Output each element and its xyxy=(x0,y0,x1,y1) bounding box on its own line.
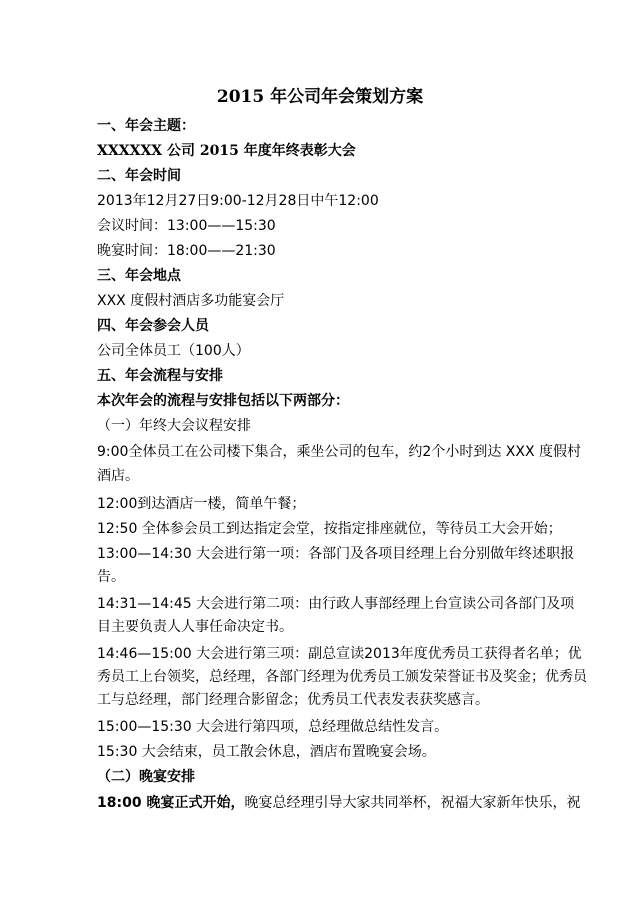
agenda-item-0900-cont: 酒店。 xyxy=(97,468,139,484)
agenda-item-1300: 13:00—14:30 大会进行第一项：各部门及各项目经理上台分别做年终述职报 xyxy=(97,546,575,562)
section-heading-theme: 一、年会主题： xyxy=(97,118,195,134)
section-heading-venue: 三、年会地点 xyxy=(97,268,181,284)
agenda-item-1200: 12:00到达酒店一楼，简单午餐； xyxy=(97,496,306,512)
section-heading-attendees: 四、年会参会人员 xyxy=(97,318,209,334)
dinner-item-1800 xyxy=(97,793,581,814)
dinner-time-lead: 18:00 xyxy=(97,795,142,811)
subheading-dinner: （二）晚宴安排 xyxy=(97,769,195,785)
theme-text: XXXXXX 公司 2015 年度年终表彰大会 xyxy=(97,143,356,159)
agenda-item-1431: 14:31—14:45 大会进行第二项：由行政人事部经理上台宣读公司各部门及项 xyxy=(97,596,575,612)
agenda-item-1530: 15:30 大会结束，员工散会休息，酒店布置晚宴会场。 xyxy=(97,744,436,760)
schedule-intro: 本次年会的流程与安排包括以下两部分： xyxy=(97,393,349,409)
subheading-meeting-agenda: （一）年终大会议程安排 xyxy=(97,418,251,434)
agenda-item-0900: 9:00全体员工在公司楼下集合，乘坐公司的包车，约2个小时到达 XXX 度假村 xyxy=(97,444,582,460)
agenda-item-1300-cont: 告。 xyxy=(97,569,125,585)
meeting-time: 会议时间：13:00——15:30 xyxy=(97,218,276,234)
dinner-lead-text: 晚宴正式开始， xyxy=(141,795,245,811)
agenda-item-1500: 15:00—15:30 大会进行第四项，总经理做总结性发言。 xyxy=(97,719,449,735)
attendees-text: 公司全体员工（100人） xyxy=(97,343,250,359)
date-range: 2013年12月27日9:00-12月28日中午12:00 xyxy=(97,193,379,209)
section-heading-schedule: 五、年会流程与安排 xyxy=(97,368,223,384)
venue-text: XXX 度假村酒店多功能宴会厅 xyxy=(97,293,285,309)
agenda-item-1446-cont1: 秀员工上台领奖，总经理，各部门经理为优秀员工颁发荣誉证书及奖金；优秀员 xyxy=(97,669,587,685)
document-title: 2015 年公司年会策划方案 xyxy=(216,87,424,107)
agenda-item-1431-cont: 目主要负责人人事任命决定书。 xyxy=(97,619,293,635)
agenda-item-1446: 14:46—15:00 大会进行第三项：副总宣读2013年度优秀员工获得者名单；优 xyxy=(97,646,582,662)
dinner-time: 晚宴时间：18:00——21:30 xyxy=(97,243,276,259)
section-heading-time: 二、年会时间 xyxy=(97,168,181,184)
agenda-item-1446-cont2: 工与总经理，部门经理合影留念；优秀员工代表发表获奖感言。 xyxy=(97,692,489,708)
dinner-rest-text: 晚宴总经理引导大家共同举杯，祝福大家新年快乐，祝 xyxy=(244,795,581,811)
agenda-item-1250: 12:50 全体参会员工到达指定会堂，按指定排座就位，等待员工大会开始； xyxy=(97,521,562,537)
